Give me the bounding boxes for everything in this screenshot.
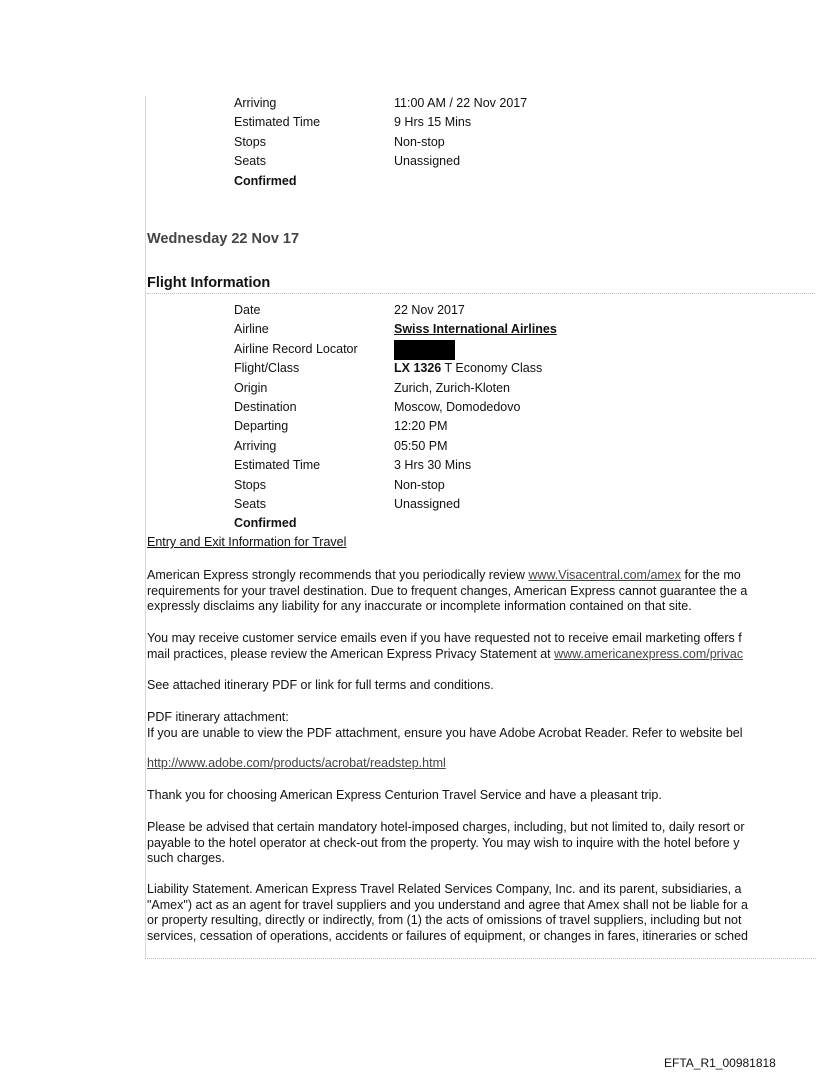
paragraph-line (147, 647, 816, 663)
paragraph-line: services, cessation of operations, accidents or failures of equipment, or changes in fares, itineraries or sched (147, 928, 749, 943)
visa-paragraph (147, 568, 816, 615)
estimated-time-value: 3 Hrs 30 Mins (394, 458, 472, 473)
origin-value: Zurich, Zurich-Kloten (394, 380, 511, 395)
detail-value: 11:00 AM / 22 Nov 2017 (394, 96, 528, 110)
paragraph-line: Thank you for choosing American Express Centurion Travel Service and have a pleasant trip. (147, 788, 662, 802)
record-locator-label: Airline Record Locator (234, 341, 358, 356)
detail-label: Arriving (234, 96, 277, 110)
entry-exit-info-link[interactable]: Entry and Exit Information for Travel (147, 535, 347, 549)
flight-number: LX 1326 (394, 361, 442, 376)
arriving-value: 05:50 PM (394, 438, 448, 453)
detail-value: Unassigned (394, 154, 461, 169)
flight-class: T Economy Class (441, 361, 543, 376)
bottom-divider (145, 958, 816, 959)
text: American Express strongly recommends that you periodically review (147, 568, 529, 582)
detail-label: Stops (234, 134, 266, 149)
thanks-paragraph (147, 788, 816, 804)
flight-class-value (394, 361, 542, 376)
seats-value: Unassigned (394, 496, 461, 511)
arriving-label: Arriving (234, 438, 277, 453)
paragraph-line: You may receive customer service emails even if you have requested not to receive email marketing offers f (147, 631, 742, 645)
seats-label: Seats (234, 496, 266, 511)
pdf-paragraph (147, 710, 816, 741)
visacentral-link[interactable]: www.Visacentral.com/amex (528, 568, 682, 582)
paragraph-line: expressly disclaims any liability for any inaccurate or incomplete information contained on that site. (147, 599, 692, 613)
paragraph-line: such charges. (147, 851, 225, 865)
paragraph-line: payable to the hotel operator at check-out from the property. You may wish to inquire with the hotel before y (147, 835, 740, 850)
itinerary-document (145, 96, 816, 958)
date-value: 22 Nov 2017 (394, 303, 465, 317)
terms-paragraph (147, 678, 816, 694)
airline-label: Airline (234, 322, 269, 337)
paragraph-line: or property resulting, directly or indirectly, from (1) the acts of omissions of travel suppliers, including but not (147, 913, 742, 927)
estimated-time-label: Estimated Time (234, 458, 321, 473)
origin-label: Origin (234, 380, 268, 395)
hotel-paragraph (147, 820, 816, 867)
paragraph-line: Please be advised that certain mandatory hotel-imposed charges, including, but not limited to, daily resort or (147, 820, 745, 834)
stops-label: Stops (234, 477, 266, 492)
paragraph-line: If you are unable to view the PDF attachment, ensure you have Adobe Acrobat Reader. Refer to website bel (147, 725, 743, 740)
text: mail practices, please review the American Express Privacy Statement at (147, 646, 555, 661)
destination-label: Destination (234, 399, 297, 414)
confirmed-status: Confirmed (234, 173, 297, 188)
adobe-link[interactable]: http://www.adobe.com/products/acrobat/readstep.html (147, 756, 446, 770)
privacy-link[interactable]: www.americanexpress.com/privac (554, 646, 744, 661)
date-label: Date (234, 303, 261, 317)
departing-label: Departing (234, 419, 289, 434)
record-locator-value (394, 342, 455, 360)
paragraph-line: "Amex") act as an agent for travel suppliers and you understand and agree that Amex shall not be liable for a (147, 897, 748, 912)
day-heading: Wednesday 22 Nov 17 (147, 231, 300, 247)
liability-paragraph (147, 882, 816, 944)
confirmed-status: Confirmed (234, 516, 297, 531)
emails-paragraph (147, 631, 816, 662)
detail-value: Non-stop (394, 134, 445, 149)
detail-label: Seats (234, 154, 266, 169)
departing-value: 12:20 PM (394, 419, 448, 434)
detail-label: Estimated Time (234, 115, 321, 130)
redaction-box (394, 340, 455, 360)
adobe-paragraph (147, 756, 816, 772)
flight-class-label: Flight/Class (234, 361, 300, 376)
paragraph-line: Liability Statement. American Express Travel Related Services Company, Inc. and its parent, subsidiaries, a (147, 882, 742, 896)
airline-value: Swiss International Airlines (394, 322, 557, 337)
text: for the mo (681, 568, 741, 582)
paragraph-line: PDF itinerary attachment: (147, 710, 289, 724)
paragraph-line (147, 568, 816, 584)
stops-value: Non-stop (394, 477, 445, 492)
flight-information-heading: Flight Information (147, 275, 816, 294)
paragraph-line: See attached itinerary PDF or link for full terms and conditions. (147, 678, 494, 692)
destination-value: Moscow, Domodedovo (394, 399, 521, 414)
paragraph-line: requirements for your travel destination. Due to frequent changes, American Express cannot guarantee the a (147, 583, 748, 598)
detail-value: 9 Hrs 15 Mins (394, 115, 472, 130)
document-id: EFTA_R1_00981818 (664, 1056, 776, 1070)
